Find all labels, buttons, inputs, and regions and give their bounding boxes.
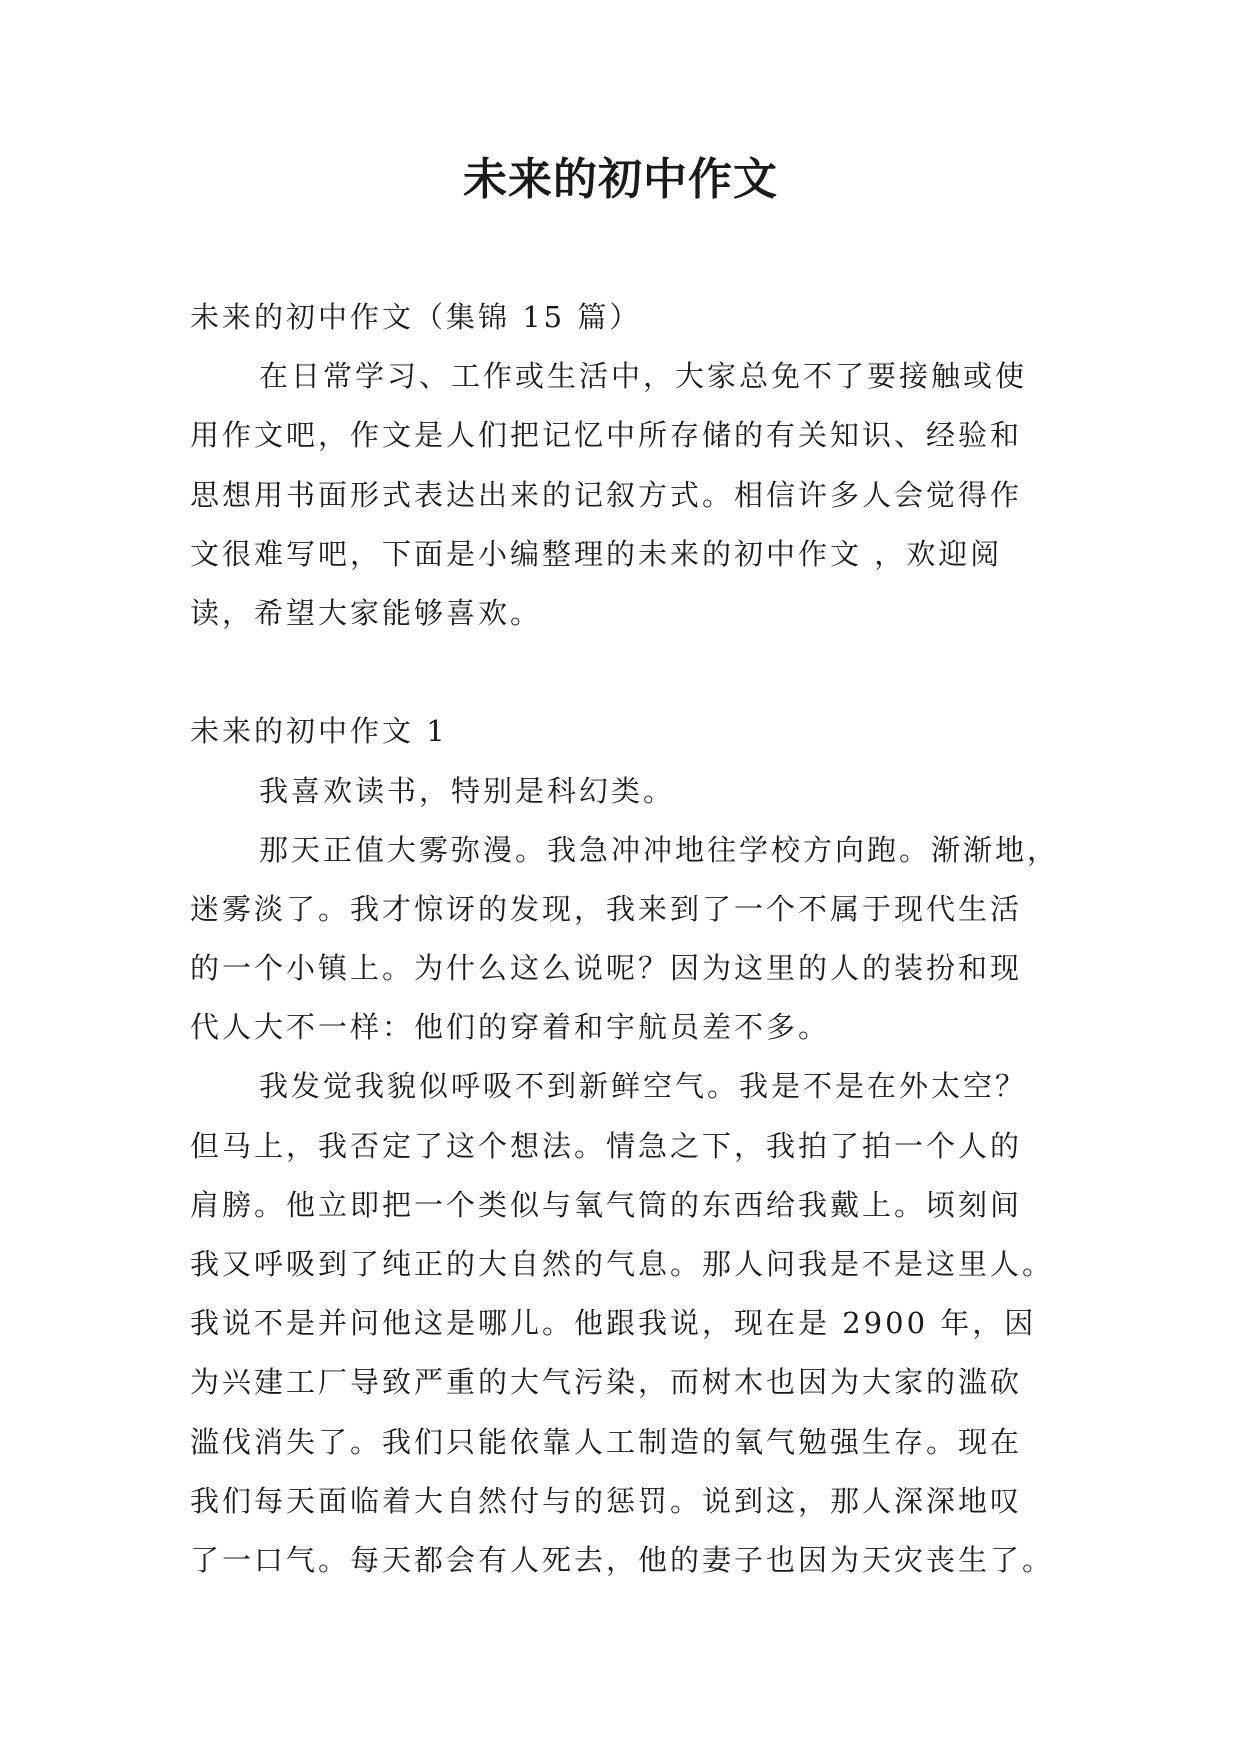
essay-paragraph-line: 了一口气。每天都会有人死去，他的妻子也因为天灾丧生了。: [190, 1542, 1055, 1577]
intro-line: 用作文吧，作文是人们把记忆中所存储的有关知识、经验和: [190, 418, 1023, 453]
document-title: 未来的初中作文: [463, 154, 778, 205]
essay-heading: 未来的初中作文 1: [190, 714, 448, 749]
essay-paragraph-line: 那天正值大雾弥漫。我急冲冲地往学校方向跑。渐渐地，: [259, 832, 1060, 867]
essay-paragraph-line: 我发觉我貌似呼吸不到新鲜空气。我是不是在外太空？: [259, 1069, 1028, 1104]
essay-paragraph-line: 我喜欢读书，特别是科幻类。: [259, 773, 676, 808]
essay-paragraph-line: 迷雾淡了。我才惊讶的发现，我来到了一个不属于现代生活: [190, 891, 1023, 926]
essay-paragraph-line: 我们每天面临着大自然付与的惩罚。说到这，那人深深地叹: [190, 1483, 1023, 1518]
document-subtitle: 未来的初中作文（集锦 15 篇）: [190, 300, 642, 334]
essay-paragraph-line: 肩膀。他立即把一个类似与氧气筒的东西给我戴上。顷刻间: [190, 1187, 1023, 1222]
intro-line: 思想用书面形式表达出来的记叙方式。相信许多人会觉得作: [190, 477, 1023, 512]
intro-line: 在日常学习、工作或生活中，大家总免不了要接触或使: [259, 359, 1028, 394]
essay-paragraph-line: 的一个小镇上。为什么这么说呢？因为这里的人的装扮和现: [190, 951, 1023, 986]
intro-line: 文很难写吧，下面是小编整理的未来的初中作文 ，欢迎阅: [190, 536, 1003, 571]
document-body: [190, 288, 1060, 1590]
paragraph-spacer: [190, 643, 1060, 702]
essay-paragraph-line: 我说不是并问他这是哪儿。他跟我说，现在是 2900 年，因: [190, 1306, 1037, 1341]
intro-line: 读，希望大家能够喜欢。: [190, 595, 543, 630]
essay-paragraph-line: 代人大不一样：他们的穿着和宇航员差不多。: [190, 1010, 831, 1045]
essay-paragraph-line: 滥伐消失了。我们只能依靠人工制造的氧气勉强生存。现在: [190, 1424, 1023, 1459]
essay-paragraph-line: 为兴建工厂导致严重的大气污染，而树木也因为大家的滥砍: [190, 1365, 1023, 1400]
essay-paragraph-line: 我又呼吸到了纯正的大自然的气息。那人问我是不是这里人。: [190, 1247, 1055, 1281]
essay-paragraph-line: 但马上，我否定了这个想法。情急之下，我拍了拍一个人的: [190, 1128, 1023, 1163]
